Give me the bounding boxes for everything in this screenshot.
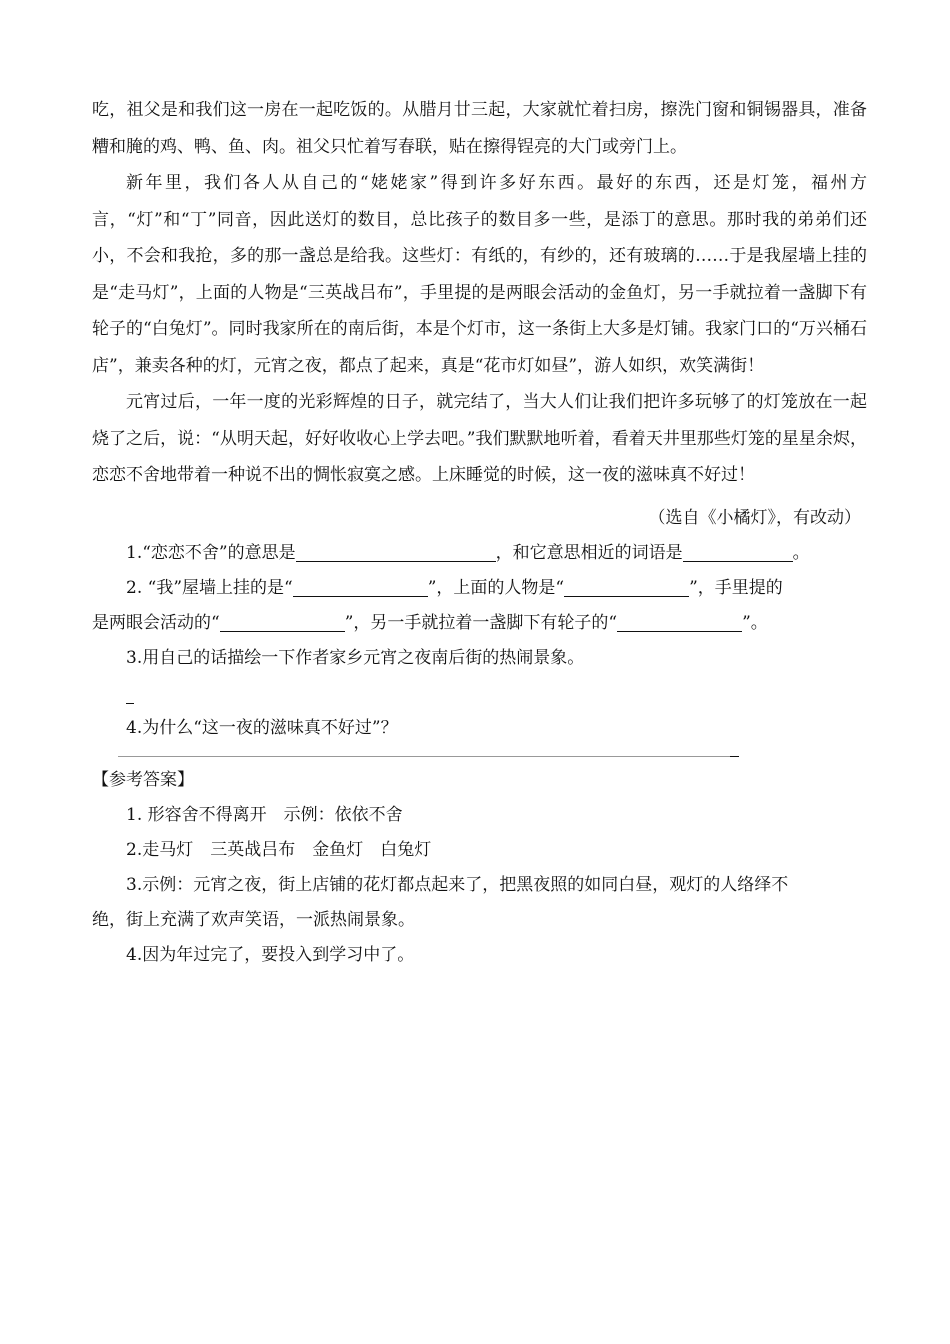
question-2-text-e: ”，另一手就拉着一盏脚下有轮子的“ xyxy=(344,613,618,633)
document-page xyxy=(92,92,867,973)
question-1-text-a: 1.“恋恋不舍”的意思是 xyxy=(126,543,296,563)
question-3-answer-line[interactable] xyxy=(92,676,867,711)
answer-1: 1. 形容舍不得离开 示例：依依不舍 xyxy=(126,805,403,825)
question-2-text-c: ”，手里提的 xyxy=(689,578,783,598)
questions-section xyxy=(92,536,867,757)
question-1 xyxy=(92,536,867,571)
answer-dash xyxy=(126,683,134,704)
answer-3-continued: 绝，街上充满了欢声笑语，一派热闹景象。 xyxy=(92,910,415,930)
question-4: 4.为什么“这一夜的滋味真不好过”？ xyxy=(126,718,398,738)
passage-paragraph-1: 吃，祖父是和我们这一房在一起吃饭的。从腊月廿三起，大家就忙着扫房，擦洗门窗和铜锡器具，准备糟和腌的鸡、鸭、鱼、肉。祖父只忙着写春联，贴在擦得锃亮的大门或旁门上。 xyxy=(92,100,867,157)
question-2-blank-2[interactable] xyxy=(564,574,689,597)
question-2-blank-1[interactable] xyxy=(293,574,428,597)
answer-4: 4.因为年过完了，要投入到学习中了。 xyxy=(126,945,415,965)
question-1-blank-2[interactable] xyxy=(683,539,793,562)
passage-paragraph-2: 新年里，我们各人从自己的“姥姥家”得到许多好东西。最好的东西，还是灯笼，福州方言，“灯”和“丁”同音，因此送灯的数目，总比孩子的数目多一些，是添丁的意思。那时我的弟弟们还小，不会和我抢，多的那一盏总是给我。这些灯：有纸的，有纱的，还有玻璃的……于是我屋墙上挂的是“走马灯”，上面的人物是“三英战吕布”，手里提的是两眼会活动的金鱼灯，另一手就拉着一盏脚下有轮子的“白兔灯”。同时我家所在的南后街，本是个灯市，这一条街上大多是灯铺。我家门口的“万兴桶石店”，兼卖各种的灯，元宵之夜，都点了起来，真是“花市灯如昼”，游人如织，欢笑满街！ xyxy=(92,173,867,376)
answer-line-tail xyxy=(730,756,739,757)
question-2 xyxy=(92,571,867,606)
answer-2: 2.走马灯 三英战吕布 金鱼灯 白兔灯 xyxy=(126,840,432,860)
question-1-text-b: ，和它意思相近的词语是 xyxy=(495,543,683,563)
question-3: 3.用自己的话描绘一下作者家乡元宵之夜南后街的热闹景象。 xyxy=(126,648,585,668)
question-4-answer-line[interactable] xyxy=(118,746,730,757)
question-1-blank-1[interactable] xyxy=(296,539,496,562)
question-2-blank-3[interactable] xyxy=(220,609,345,632)
question-2-continued xyxy=(92,606,867,641)
question-2-text-d: 是两眼会活动的“ xyxy=(92,613,220,633)
answer-title: 【参考答案】 xyxy=(92,770,194,790)
passage-source: （选自《小橘灯》，有改动） xyxy=(648,507,861,528)
question-1-text-c: 。 xyxy=(792,543,810,563)
passage-paragraph-3: 元宵过后，一年一度的光彩辉煌的日子，就完结了，当大人们让我们把许多玩够了的灯笼放在一起烧了之后，说：“从明天起，好好收收心上学去吧。”我们默默地听着，看着天井里那些灯笼的星星余烬，恋恋不舍地带着一种说不出的惆怅寂寞之感。上床睡觉的时候，这一夜的滋味真不好过！ xyxy=(92,392,867,485)
question-2-blank-4[interactable] xyxy=(617,609,742,632)
answer-3: 3.示例：元宵之夜，街上店铺的花灯都点起来了，把黑夜照的如同白昼，观灯的人络绎不 xyxy=(126,875,789,895)
question-2-text-b: ”，上面的人物是“ xyxy=(427,578,565,598)
answer-section xyxy=(92,763,867,973)
question-2-text-f: ”。 xyxy=(742,613,768,633)
question-2-text-a: 2. “我”屋墙上挂的是“ xyxy=(126,578,293,598)
